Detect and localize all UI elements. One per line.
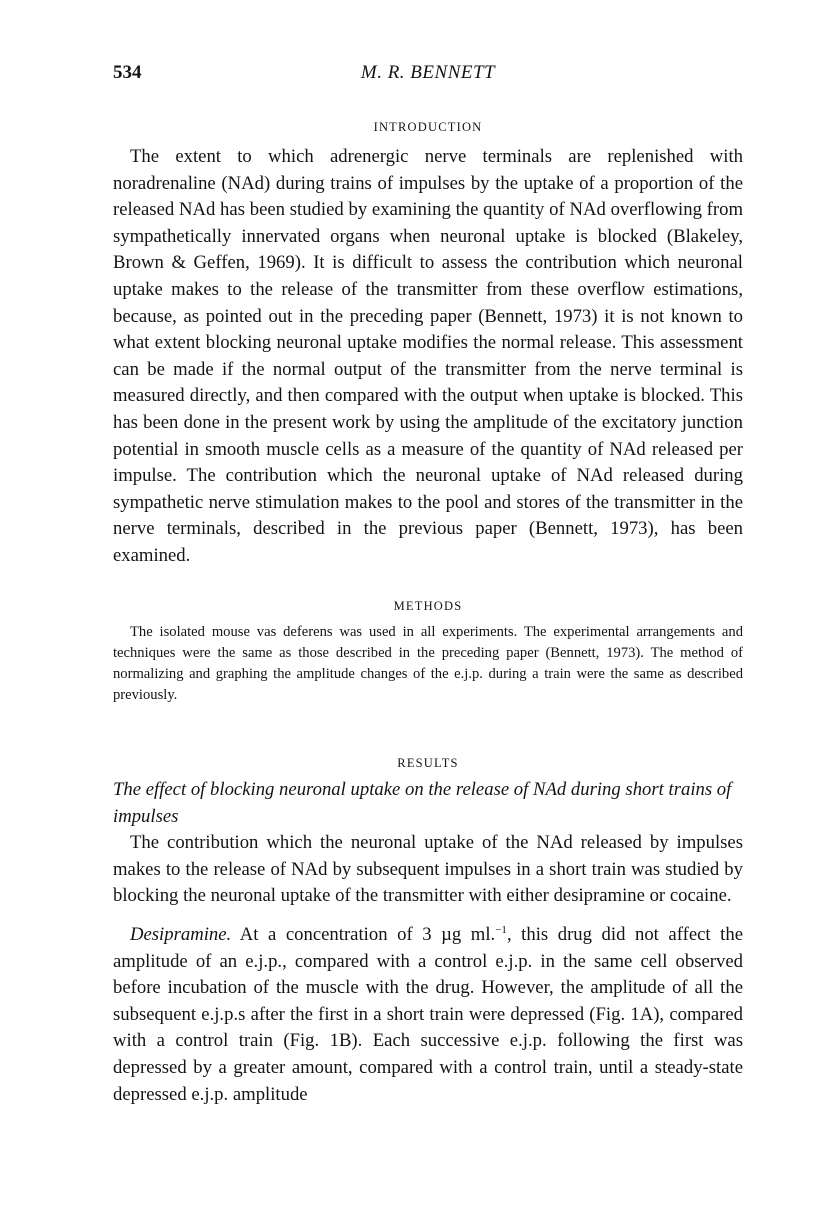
page-header: [113, 62, 743, 92]
desipramine-concentration-exponent: −1: [495, 923, 507, 936]
results-paragraph-1: The contribution which the neuronal uptake of the NAd released by impulses makes to the release of NAd by subsequent impulses in a short train was studied by blocking the neuronal uptake of the transmitter with either desipramine or cocaine.: [113, 832, 743, 907]
desipramine-concentration: At a concentration of 3 µg ml.: [231, 924, 496, 945]
desipramine-paragraph: [113, 922, 743, 1108]
desipramine-label: Desipramine.: [130, 924, 232, 945]
methods-paragraph: The isolated mouse vas deferens was used in all experiments. The experimental arrangements and techniques were the same as those described in the preceding paper (Bennett, 1973). The method of normalizing and graphing the amplitude changes of the e.j.p. during a train were the same as described previously.: [113, 624, 743, 703]
results-heading: RESULTS: [397, 756, 459, 770]
results-subheading: The effect of blocking neuronal uptake on the release of NAd during short trains of impulses: [113, 779, 732, 827]
introduction-heading: INTRODUCTION: [373, 120, 483, 134]
running-head-author: M. R. BENNETT: [360, 62, 496, 83]
desipramine-text: , this drug did not affect the amplitude of an e.j.p., compared with a control e.j.p. in the same cell observed before incubation of the muscle with the drug. However, the amplitude of all the subsequent e.j.p.s after the first in a short train were depressed (Fig. 1A), compared with a control train (Fig. 1B). Each successive e.j.p. following the first was depressed by a greater amount, compared with a control train, until a steady-state depressed e.j.p. amplitude: [113, 924, 743, 1105]
page-number: 534: [113, 62, 142, 83]
introduction-paragraph: The extent to which adrenergic nerve terminals are replenished with noradrenaline (NAd) during trains of impulses by the uptake of a proportion of the released NAd has been studied by examining the quantity of NAd overflowing from sympathetically innervated organs when neuronal uptake is blocked (Blakeley, Brown & Geffen, 1969). It is difficult to assess the contribution which neuronal uptake makes to the release of the transmitter from these overflow estimations, because, as pointed out in the preceding paper (Bennett, 1973) it is not known to what extent blocking neuronal uptake modifies the normal release. This assessment can be made if the normal output of the transmitter from the nerve terminal is measured directly, and then compared with the output when uptake is blocked. This has been done in the present work by using the amplitude of the excitatory junction potential in smooth muscle cells as a measure of the quantity of NAd released per impulse. The contribution which the neuronal uptake of NAd released during sympathetic nerve stimulation makes to the pool and stores of the transmitter in the nerve terminals, described in the previous paper (Bennett, 1973), has been examined.: [113, 146, 743, 566]
methods-heading: METHODS: [393, 599, 463, 613]
